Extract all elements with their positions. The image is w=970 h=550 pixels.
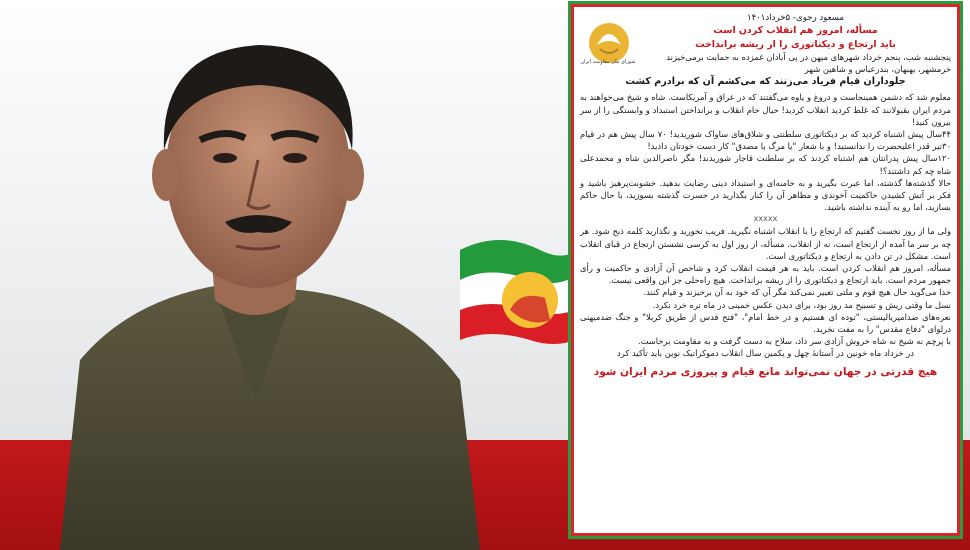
paragraph-8: نسل ما وقتی ریش و تسبیح مد روز بود، برای دیدن عکس خمینی در ماه تره خرد نکرد.: [652, 299, 951, 310]
statement-panel: [571, 4, 960, 536]
statement-text: [580, 12, 951, 529]
headline-1: مسأله، امروز هم انقلاب کردن است: [713, 25, 878, 36]
subheadline: جلوداران قیام فریاد می‌زنند که می‌کشم آن که برادرم کشت: [625, 76, 906, 88]
portrait-photo: [40, 0, 510, 550]
paragraph-6: مسأله، امروز هم انقلاب کردن است. باید به هر قیمت انقلاب کرد و شاخص آن آزادی و حاکمیت و رأی جمهور مردم است. باید ارتجاع و دیکتاتوری را از ریشه برانداخت. هیچ راه‌حلی جز این واقعی نیست.: [580, 263, 951, 286]
intro-line-1: پنجشنبه شب، پنجم خرداد شهرهای میهن در پی آبادان غمزده به حمایت برمی‌خیزند: [666, 52, 951, 62]
headline-2: باید ارتجاع و دیکتاتوری را از ریشه برانداخت: [695, 38, 896, 50]
separator: xxxxx: [753, 214, 778, 224]
paragraph-9: نعره‌های ضدامپریالیستی، "توده ای هستیم و در خط امام"، "فتح قدس از طریق کربلا" و جنگ ضدمیهنی درلوای "دفاع مقدس" را به مفت نخرید.: [580, 311, 951, 335]
paragraph-2: ۴۴سال پیش اشتباه کردید که بر دیکتاتوری سلطنتی و شلاق‌های ساواک شوریدید! ۷۰ سال پیش هم در قیام ۳۰تیر قدر اعلیحضرت را ندانستید! و با شعار "یا مرگ یا مصدق" کار دست خودتان دادید!: [580, 129, 951, 152]
emblem-caption: شورای ملی مقاومت ایران: [580, 59, 636, 65]
paragraph-3: ۱۲۰سال پیش پدرانتان هم اشتباه کردند که بر سلطنت قاجار شوریدند! مگر ناصرالدین شاه و محمدعلی شاه چه کم داشتند؟!: [580, 153, 951, 176]
intro-line-2: خرمشهر، بهبهان، بندرعباس و شاهین شهر: [804, 64, 951, 75]
statement-header: [580, 12, 951, 51]
paragraph-1: معلوم شد که دشمن همینجاست و دروغ و یاوه می‌گفتند که در عراق و آمریکاست. شاه و شیخ می‌خواهند به مردم ایران بقبولانند که غلط کردید انقلاب کردید! خیال خام انقلاب و برانداختن استبداد و وابستگی را از سر بیرون کنید!: [580, 92, 951, 127]
author-date: مسعود رجوی- ۵خرداد۱۴۰۱: [746, 13, 845, 23]
paragraph-5: ولی ما از روز نخست گفتیم که ارتجاع را با انقلاب اشتباه نگیرید. فریب نخورید و نگذارید کلمه ذبح شود. هر چه بر سر ما آمده از ارتجاع است، نه از انقلاب. مسأله، از روز اول به کرسی نشستن ارتجاع در قبای انقلاب است. مشکل در تن دادن به ارتجاع و دیکتاتوری است.: [580, 226, 951, 261]
flag-lion-sun-emblem: [450, 210, 590, 370]
paragraph-10: با پرچم نه شیخ نه شاه خروش آزادی سر داد، سلاح به دست گرفت و به مقاومت برخاست.: [637, 336, 951, 347]
paragraph-4: حالا گذشته‌ها گذشته، اما عبرت بگیرید و به خامنه‌ای و استبداد دینی رضایت بدهید. خشونت‌پرهیز باشید و فکر بر آتش کشیدن حاکمیت آخوندی و مظاهر آن را کنار بگذارید در حسرت گذشته بسوزید، با حال حاکم بسازید، اما رو به آینده نداشته باشید.: [580, 177, 951, 213]
paragraph-11: در خرداد ماه خونین در آستانهٔ چهل و یکمین سال انقلاب دموکراتیک نوین باید تأکید کرد: [617, 348, 914, 359]
paragraph-7: خدا می‌گوید حال هیچ قوم و ملتی تغییر نمی‌کند مگر آن که خود به آن برخیزند و قیام کنند.: [643, 287, 951, 298]
closing-statement: هیچ قدرتی در جهان نمی‌تواند مانع قیام و پیروزی مردم ایران شود: [593, 365, 938, 378]
